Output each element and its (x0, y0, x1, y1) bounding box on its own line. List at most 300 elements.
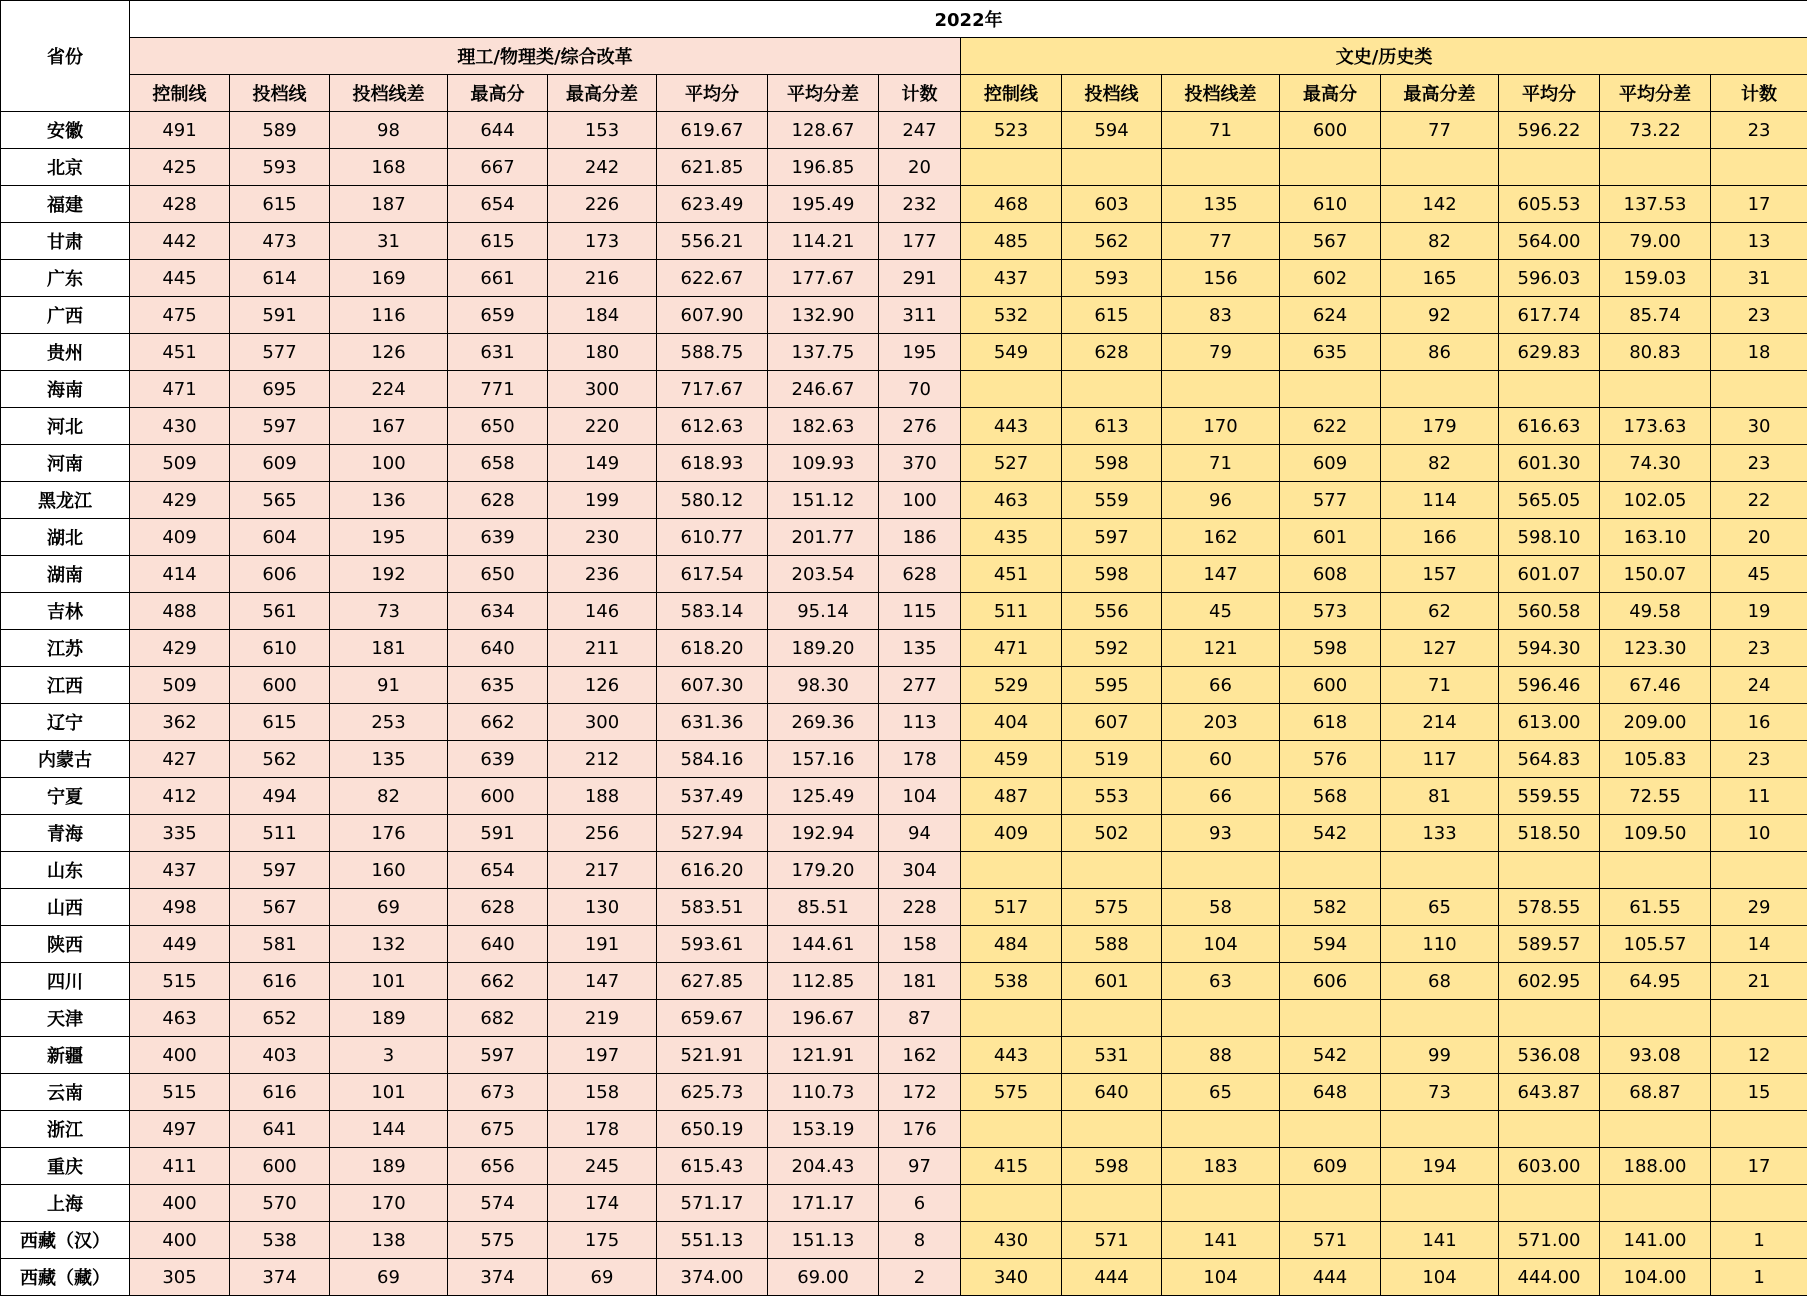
sci-value-cell: 95.14 (768, 593, 879, 630)
art-value-cell: 618 (1280, 704, 1381, 741)
sci-value-cell: 593.61 (657, 926, 768, 963)
art-value-cell (1162, 371, 1280, 408)
art-column-header: 最高分 (1280, 75, 1381, 112)
sci-value-cell: 115 (879, 593, 961, 630)
sci-value-cell: 195.49 (768, 186, 879, 223)
table-row (1, 815, 1807, 852)
art-value-cell: 183 (1162, 1148, 1280, 1185)
art-value-cell: 578.55 (1499, 889, 1600, 926)
sci-value-cell: 607.30 (657, 667, 768, 704)
sci-value-cell: 628 (879, 556, 961, 593)
art-value-cell: 542 (1280, 815, 1381, 852)
art-value-cell: 23 (1711, 741, 1807, 778)
table-row (1, 334, 1807, 371)
sci-column-header: 平均分差 (768, 75, 879, 112)
sci-value-cell: 600 (230, 1148, 330, 1185)
art-value-cell: 553 (1062, 778, 1162, 815)
art-value-cell: 532 (961, 297, 1062, 334)
table-row (1, 519, 1807, 556)
art-value-cell: 594.30 (1499, 630, 1600, 667)
sci-value-cell: 565 (230, 482, 330, 519)
table-row (1, 1037, 1807, 1074)
sci-value-cell: 639 (448, 741, 548, 778)
art-value-cell (1499, 1000, 1600, 1037)
sci-value-cell: 615.43 (657, 1148, 768, 1185)
art-value-cell: 104 (1381, 1259, 1499, 1296)
table-row (1, 704, 1807, 741)
art-value-cell: 600 (1280, 112, 1381, 149)
sci-value-cell: 717.67 (657, 371, 768, 408)
art-value-cell: 568 (1280, 778, 1381, 815)
art-value-cell: 616.63 (1499, 408, 1600, 445)
art-value-cell: 64.95 (1600, 963, 1711, 1000)
sci-value-cell: 98.30 (768, 667, 879, 704)
sci-value-cell: 430 (130, 408, 230, 445)
province-cell: 河北 (1, 408, 130, 445)
table-row (1, 297, 1807, 334)
sci-value-cell: 471 (130, 371, 230, 408)
sci-value-cell: 116 (330, 297, 448, 334)
sci-value-cell: 607.90 (657, 297, 768, 334)
sci-value-cell: 178 (548, 1111, 657, 1148)
sci-value-cell: 610.77 (657, 519, 768, 556)
art-value-cell: 594 (1280, 926, 1381, 963)
table-row (1, 593, 1807, 630)
sci-value-cell: 201.77 (768, 519, 879, 556)
sci-value-cell: 588.75 (657, 334, 768, 371)
sci-value-cell: 442 (130, 223, 230, 260)
sci-value-cell: 137.75 (768, 334, 879, 371)
art-value-cell (1062, 1000, 1162, 1037)
sci-value-cell: 604 (230, 519, 330, 556)
art-value-cell: 444 (1062, 1259, 1162, 1296)
sci-column-header: 最高分 (448, 75, 548, 112)
sci-value-cell: 31 (330, 223, 448, 260)
art-value-cell: 531 (1062, 1037, 1162, 1074)
art-value-cell: 16 (1711, 704, 1807, 741)
art-value-cell: 607 (1062, 704, 1162, 741)
art-value-cell: 601.30 (1499, 445, 1600, 482)
sci-value-cell: 625.73 (657, 1074, 768, 1111)
art-value-cell: 443 (961, 1037, 1062, 1074)
province-cell: 北京 (1, 149, 130, 186)
table-row (1, 1000, 1807, 1037)
art-value-cell: 74.30 (1600, 445, 1711, 482)
province-cell: 广西 (1, 297, 130, 334)
art-value-cell (1062, 371, 1162, 408)
sci-value-cell: 661 (448, 260, 548, 297)
sci-value-cell: 158 (548, 1074, 657, 1111)
sci-value-cell: 300 (548, 704, 657, 741)
art-value-cell: 600 (1280, 667, 1381, 704)
province-cell: 云南 (1, 1074, 130, 1111)
sci-value-cell: 574 (448, 1185, 548, 1222)
province-cell: 黑龙江 (1, 482, 130, 519)
sci-value-cell: 204.43 (768, 1148, 879, 1185)
art-value-cell: 105.57 (1600, 926, 1711, 963)
art-value-cell: 29 (1711, 889, 1807, 926)
art-value-cell: 517 (961, 889, 1062, 926)
sci-value-cell: 82 (330, 778, 448, 815)
table-row (1, 149, 1807, 186)
art-value-cell: 157 (1381, 556, 1499, 593)
art-value-cell: 404 (961, 704, 1062, 741)
art-value-cell: 102.05 (1600, 482, 1711, 519)
sci-value-cell: 427 (130, 741, 230, 778)
sci-value-cell: 374 (448, 1259, 548, 1296)
sci-value-cell: 100 (879, 482, 961, 519)
sci-value-cell: 167 (330, 408, 448, 445)
art-value-cell (1381, 149, 1499, 186)
sci-value-cell: 662 (448, 704, 548, 741)
art-value-cell: 23 (1711, 112, 1807, 149)
sci-value-cell: 217 (548, 852, 657, 889)
sci-column-header: 最高分差 (548, 75, 657, 112)
sci-value-cell: 132.90 (768, 297, 879, 334)
art-value-cell (1162, 1185, 1280, 1222)
art-value-cell: 596.22 (1499, 112, 1600, 149)
art-value-cell: 415 (961, 1148, 1062, 1185)
art-value-cell: 17 (1711, 1148, 1807, 1185)
province-cell: 西藏（藏） (1, 1259, 130, 1296)
art-value-cell: 141.00 (1600, 1222, 1711, 1259)
sci-value-cell: 682 (448, 1000, 548, 1037)
art-value-cell: 99 (1381, 1037, 1499, 1074)
sci-value-cell: 180 (548, 334, 657, 371)
art-value-cell: 68 (1381, 963, 1499, 1000)
sci-value-cell: 370 (879, 445, 961, 482)
sci-value-cell: 654 (448, 852, 548, 889)
sci-value-cell: 245 (548, 1148, 657, 1185)
province-cell: 海南 (1, 371, 130, 408)
sci-value-cell: 191 (548, 926, 657, 963)
sci-value-cell: 3 (330, 1037, 448, 1074)
sci-value-cell: 374.00 (657, 1259, 768, 1296)
sci-value-cell: 575 (448, 1222, 548, 1259)
science-group-header: 理工/物理类/综合改革 (130, 38, 961, 75)
art-value-cell: 602 (1280, 260, 1381, 297)
art-value-cell: 485 (961, 223, 1062, 260)
art-value-cell (1162, 852, 1280, 889)
sci-value-cell: 509 (130, 667, 230, 704)
table-row (1, 482, 1807, 519)
art-value-cell: 93 (1162, 815, 1280, 852)
art-value-cell: 617.74 (1499, 297, 1600, 334)
art-value-cell: 17 (1711, 186, 1807, 223)
art-value-cell: 105.83 (1600, 741, 1711, 778)
art-value-cell: 629.83 (1499, 334, 1600, 371)
art-value-cell: 648 (1280, 1074, 1381, 1111)
sci-value-cell: 236 (548, 556, 657, 593)
sci-value-cell: 158 (879, 926, 961, 963)
sci-value-cell: 583.14 (657, 593, 768, 630)
table-row (1, 926, 1807, 963)
sci-value-cell: 615 (230, 704, 330, 741)
art-value-cell: 45 (1711, 556, 1807, 593)
art-value-cell: 20 (1711, 519, 1807, 556)
province-cell: 河南 (1, 445, 130, 482)
sci-value-cell: 144.61 (768, 926, 879, 963)
sci-value-cell: 253 (330, 704, 448, 741)
art-value-cell: 628 (1062, 334, 1162, 371)
sci-value-cell: 101 (330, 1074, 448, 1111)
art-value-cell: 430 (961, 1222, 1062, 1259)
sci-value-cell: 130 (548, 889, 657, 926)
sci-value-cell: 556.21 (657, 223, 768, 260)
sci-value-cell: 527.94 (657, 815, 768, 852)
art-value-cell: 468 (961, 186, 1062, 223)
art-value-cell: 1 (1711, 1259, 1807, 1296)
sci-value-cell: 551.13 (657, 1222, 768, 1259)
art-value-cell: 606 (1280, 963, 1381, 1000)
sci-value-cell: 87 (879, 1000, 961, 1037)
art-value-cell: 596.46 (1499, 667, 1600, 704)
table-row (1, 630, 1807, 667)
sci-value-cell: 126 (548, 667, 657, 704)
art-value-cell: 73.22 (1600, 112, 1711, 149)
art-value-cell: 443 (961, 408, 1062, 445)
art-value-cell (1711, 1185, 1807, 1222)
sci-value-cell: 172 (879, 1074, 961, 1111)
sci-value-cell: 182.63 (768, 408, 879, 445)
province-cell: 福建 (1, 186, 130, 223)
sci-value-cell: 6 (879, 1185, 961, 1222)
art-value-cell: 1 (1711, 1222, 1807, 1259)
sci-value-cell: 178 (879, 741, 961, 778)
art-value-cell: 162 (1162, 519, 1280, 556)
sci-value-cell: 509 (130, 445, 230, 482)
province-cell: 陕西 (1, 926, 130, 963)
art-value-cell: 523 (961, 112, 1062, 149)
art-value-cell: 19 (1711, 593, 1807, 630)
table-row (1, 112, 1807, 149)
art-value-cell: 608 (1280, 556, 1381, 593)
sci-value-cell: 230 (548, 519, 657, 556)
art-value-cell: 595 (1062, 667, 1162, 704)
sci-value-cell: 451 (130, 334, 230, 371)
art-value-cell: 203 (1162, 704, 1280, 741)
sci-value-cell: 652 (230, 1000, 330, 1037)
sci-value-cell: 69.00 (768, 1259, 879, 1296)
art-value-cell: 444.00 (1499, 1259, 1600, 1296)
art-value-cell: 150.07 (1600, 556, 1711, 593)
art-value-cell: 601 (1062, 963, 1162, 1000)
sci-value-cell: 631 (448, 334, 548, 371)
art-value-cell: 141 (1381, 1222, 1499, 1259)
art-value-cell: 624 (1280, 297, 1381, 334)
art-value-cell: 109.50 (1600, 815, 1711, 852)
arts-group-header: 文史/历史类 (961, 38, 1807, 75)
sci-value-cell: 488 (130, 593, 230, 630)
sci-value-cell: 176 (879, 1111, 961, 1148)
art-column-header: 平均分 (1499, 75, 1600, 112)
sci-value-cell: 176 (330, 815, 448, 852)
sci-value-cell: 135 (330, 741, 448, 778)
province-cell: 四川 (1, 963, 130, 1000)
art-value-cell: 66 (1162, 778, 1280, 815)
sci-value-cell: 276 (879, 408, 961, 445)
art-value-cell (1381, 371, 1499, 408)
art-value-cell (1711, 1111, 1807, 1148)
art-value-cell: 601 (1280, 519, 1381, 556)
sci-value-cell: 589 (230, 112, 330, 149)
art-value-cell: 79 (1162, 334, 1280, 371)
art-value-cell (1600, 1000, 1711, 1037)
sci-value-cell: 597 (448, 1037, 548, 1074)
art-value-cell: 166 (1381, 519, 1499, 556)
sci-value-cell: 614 (230, 260, 330, 297)
sci-value-cell: 211 (548, 630, 657, 667)
art-value-cell: 24 (1711, 667, 1807, 704)
art-value-cell: 77 (1162, 223, 1280, 260)
sci-value-cell: 634 (448, 593, 548, 630)
sci-value-cell: 570 (230, 1185, 330, 1222)
sci-value-cell: 179.20 (768, 852, 879, 889)
province-cell: 重庆 (1, 1148, 130, 1185)
art-value-cell: 519 (1062, 741, 1162, 778)
province-cell: 湖南 (1, 556, 130, 593)
table-row (1, 778, 1807, 815)
sci-value-cell: 304 (879, 852, 961, 889)
sci-value-cell: 618.93 (657, 445, 768, 482)
sci-value-cell: 98 (330, 112, 448, 149)
sci-value-cell: 151.12 (768, 482, 879, 519)
sci-value-cell: 192.94 (768, 815, 879, 852)
sci-value-cell: 256 (548, 815, 657, 852)
table-row (1, 223, 1807, 260)
sci-value-cell: 101 (330, 963, 448, 1000)
sci-value-cell: 153.19 (768, 1111, 879, 1148)
art-value-cell: 598 (1062, 556, 1162, 593)
sci-value-cell: 583.51 (657, 889, 768, 926)
sci-value-cell: 228 (879, 889, 961, 926)
sci-value-cell: 425 (130, 149, 230, 186)
province-cell: 湖北 (1, 519, 130, 556)
art-value-cell: 156 (1162, 260, 1280, 297)
sci-value-cell: 597 (230, 852, 330, 889)
sci-value-cell: 600 (448, 778, 548, 815)
sci-value-cell: 362 (130, 704, 230, 741)
art-value-cell (1162, 149, 1280, 186)
sci-value-cell: 69 (330, 1259, 448, 1296)
sci-value-cell: 428 (130, 186, 230, 223)
sci-value-cell: 628 (448, 482, 548, 519)
province-cell: 江苏 (1, 630, 130, 667)
art-value-cell: 194 (1381, 1148, 1499, 1185)
art-value-cell (1499, 1185, 1600, 1222)
art-value-cell: 88 (1162, 1037, 1280, 1074)
art-value-cell (1711, 149, 1807, 186)
sci-value-cell: 650 (448, 408, 548, 445)
art-value-cell (961, 1111, 1062, 1148)
art-value-cell: 613 (1062, 408, 1162, 445)
sci-value-cell: 695 (230, 371, 330, 408)
art-value-cell: 142 (1381, 186, 1499, 223)
table-row (1, 889, 1807, 926)
art-value-cell: 137.53 (1600, 186, 1711, 223)
sci-value-cell: 429 (130, 482, 230, 519)
sci-value-cell: 69 (548, 1259, 657, 1296)
sci-value-cell: 650.19 (657, 1111, 768, 1148)
sci-value-cell: 654 (448, 186, 548, 223)
art-value-cell (1381, 1185, 1499, 1222)
table-row (1, 1259, 1807, 1296)
sci-value-cell: 628 (448, 889, 548, 926)
sci-value-cell: 132 (330, 926, 448, 963)
art-value-cell (961, 852, 1062, 889)
sci-value-cell: 414 (130, 556, 230, 593)
sci-value-cell: 197 (548, 1037, 657, 1074)
sci-value-cell: 135 (879, 630, 961, 667)
art-value-cell: 79.00 (1600, 223, 1711, 260)
sci-value-cell: 600 (230, 667, 330, 704)
sci-value-cell: 8 (879, 1222, 961, 1259)
art-value-cell: 605.53 (1499, 186, 1600, 223)
art-value-cell (1280, 1000, 1381, 1037)
sci-value-cell: 192 (330, 556, 448, 593)
art-value-cell: 437 (961, 260, 1062, 297)
art-value-cell: 159.03 (1600, 260, 1711, 297)
sci-value-cell: 20 (879, 149, 961, 186)
sci-value-cell: 70 (879, 371, 961, 408)
art-value-cell: 71 (1162, 445, 1280, 482)
sci-value-cell: 644 (448, 112, 548, 149)
art-value-cell (1162, 1111, 1280, 1148)
art-value-cell: 589.57 (1499, 926, 1600, 963)
sci-value-cell: 126 (330, 334, 448, 371)
art-value-cell: 518.50 (1499, 815, 1600, 852)
sci-value-cell: 242 (548, 149, 657, 186)
sci-value-cell: 473 (230, 223, 330, 260)
art-value-cell: 60 (1162, 741, 1280, 778)
art-value-cell: 18 (1711, 334, 1807, 371)
sci-value-cell: 627.85 (657, 963, 768, 1000)
sci-value-cell: 411 (130, 1148, 230, 1185)
table-row (1, 667, 1807, 704)
art-value-cell (1280, 852, 1381, 889)
sci-value-cell: 658 (448, 445, 548, 482)
sci-value-cell: 437 (130, 852, 230, 889)
sci-value-cell: 622.67 (657, 260, 768, 297)
sci-value-cell: 112.85 (768, 963, 879, 1000)
art-value-cell: 444 (1280, 1259, 1381, 1296)
sci-value-cell: 121.91 (768, 1037, 879, 1074)
art-value-cell: 615 (1062, 297, 1162, 334)
sci-value-cell: 109.93 (768, 445, 879, 482)
sci-value-cell: 188 (548, 778, 657, 815)
art-value-cell (1711, 371, 1807, 408)
art-value-cell: 538 (961, 963, 1062, 1000)
sci-value-cell: 617.54 (657, 556, 768, 593)
art-value-cell: 110 (1381, 926, 1499, 963)
art-value-cell: 635 (1280, 334, 1381, 371)
art-value-cell: 598 (1280, 630, 1381, 667)
sci-value-cell: 571.17 (657, 1185, 768, 1222)
sci-column-header: 控制线 (130, 75, 230, 112)
sci-value-cell: 94 (879, 815, 961, 852)
sci-value-cell: 212 (548, 741, 657, 778)
art-value-cell: 72.55 (1600, 778, 1711, 815)
art-value-cell: 21 (1711, 963, 1807, 1000)
art-value-cell: 598 (1062, 1148, 1162, 1185)
art-value-cell: 123.30 (1600, 630, 1711, 667)
art-value-cell: 77 (1381, 112, 1499, 149)
sci-value-cell: 593 (230, 149, 330, 186)
sci-value-cell: 162 (879, 1037, 961, 1074)
sci-value-cell: 606 (230, 556, 330, 593)
sci-value-cell: 581 (230, 926, 330, 963)
sci-value-cell: 562 (230, 741, 330, 778)
